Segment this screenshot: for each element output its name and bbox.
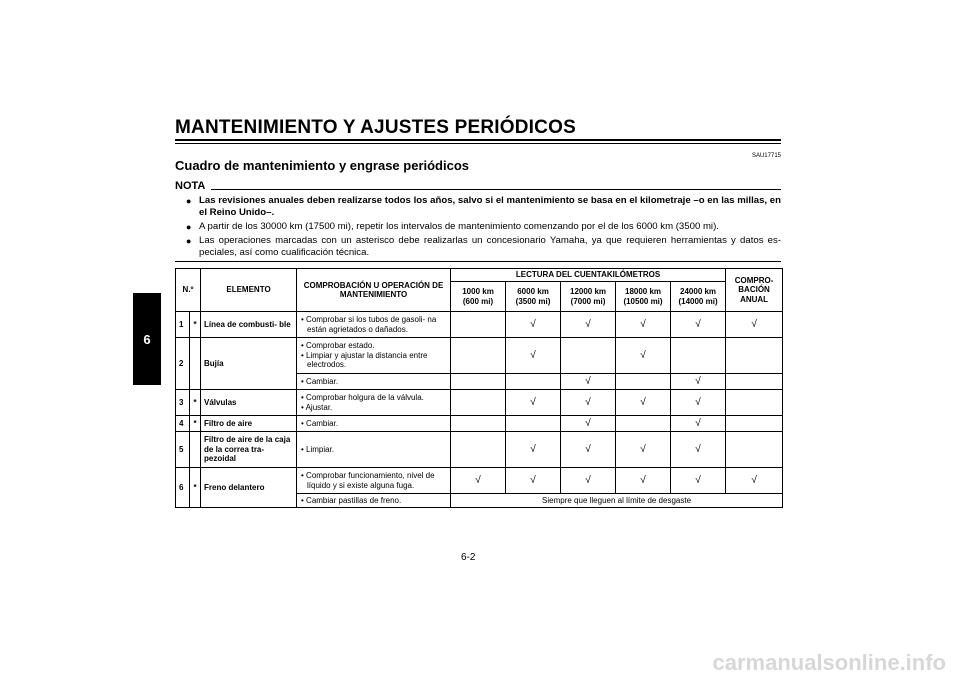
operation-line: • Cambiar. (301, 376, 339, 386)
note-text: A partir de los 30000 km (17500 mi), repetir los intervalos de mantenimiento comenzando por el de los 6000 km (3500 mi). (199, 221, 719, 232)
operation-line: • Comprobar holgura de la válvula. (301, 393, 424, 402)
row-number: 5 (176, 432, 190, 468)
maintenance-table (175, 268, 783, 508)
empty-cell (726, 416, 783, 432)
check-cell: √ (506, 338, 561, 374)
empty-cell (561, 338, 616, 374)
header-interval (671, 282, 726, 312)
nota-rule (205, 189, 781, 190)
title-rule (175, 139, 781, 141)
operation-line: • Comprobar funcionamiento, nivel de líquido y si existe alguna fuga. (301, 471, 435, 490)
row-item: Válvulas (201, 390, 297, 416)
empty-cell (506, 374, 561, 390)
row-item: Filtro de aire de la caja de la correa tra- pezoidal (201, 432, 297, 468)
row-operation (297, 416, 451, 432)
operation-line: • Cambiar pastillas de freno. (301, 495, 402, 505)
check-cell: √ (726, 312, 783, 338)
note-item (186, 221, 781, 233)
row-operation (297, 494, 451, 508)
title-rule-thin (175, 143, 781, 144)
table-row (176, 432, 783, 468)
table-row (176, 312, 783, 338)
empty-cell (671, 338, 726, 374)
bullet-icon: ● (186, 236, 192, 246)
table-row (176, 416, 783, 432)
watermark: carmanualsonline.info (712, 650, 946, 675)
interval-label: 1000 km (462, 287, 494, 296)
empty-cell (506, 416, 561, 432)
empty-cell (451, 390, 506, 416)
row-number: 1 (176, 312, 190, 338)
interval-label: 6000 km (517, 287, 549, 296)
row-asterisk: * (190, 416, 201, 432)
check-cell: √ (616, 390, 671, 416)
check-cell: √ (671, 432, 726, 468)
check-cell: √ (561, 416, 616, 432)
note-text: Las revisiones anuales deben realizarse todos los años, salvo si el mantenimiento se basa en el kilometraje –o en las millas, en el Reino Unido–. (199, 195, 781, 218)
page-title: MANTENIMIENTO Y AJUSTES PERIÓDICOS (175, 117, 576, 138)
interval-label: (600 mi) (462, 296, 494, 306)
note-text: Las operaciones marcadas con un asterisco debe realizarlas un concesionario Yamaha, ya que requieren herramientas y datos es- peciales, así como cualificación técnica. (199, 235, 781, 258)
header-interval (561, 282, 616, 312)
check-cell: √ (616, 432, 671, 468)
check-cell: √ (616, 312, 671, 338)
interval-label: (10500 mi) (623, 296, 663, 306)
row-asterisk: * (190, 312, 201, 338)
row-number: 4 (176, 416, 190, 432)
bullet-icon: ● (186, 196, 192, 206)
row-item: Filtro de aire (201, 416, 297, 432)
check-cell: √ (506, 468, 561, 494)
row-asterisk: * (190, 390, 201, 416)
section-title: Cuadro de mantenimiento y engrase periódicos (175, 158, 470, 173)
check-cell: √ (561, 432, 616, 468)
nota-end-rule (175, 261, 781, 262)
operation-line: • Ajustar. (301, 402, 333, 412)
bullet-icon: ● (186, 222, 192, 232)
row-number: 2 (176, 338, 190, 390)
page-number: 6-2 (461, 552, 476, 563)
row-operation (297, 468, 451, 494)
header-operation: COMPROBACIÓN U OPERACIÓN DE MANTENIMIENTO (297, 269, 451, 312)
row-item: Línea de combusti- ble (201, 312, 297, 338)
note-item (186, 235, 781, 259)
check-cell: √ (616, 338, 671, 374)
header-interval (506, 282, 561, 312)
row-item: Bujía (201, 338, 297, 390)
empty-cell (726, 390, 783, 416)
check-cell: √ (561, 312, 616, 338)
row-operation (297, 432, 451, 468)
row-asterisk (190, 432, 201, 468)
nota-label: NOTA (175, 180, 211, 192)
operation-line: • Comprobar estado. (301, 341, 375, 351)
check-cell: √ (561, 390, 616, 416)
nota-header (175, 180, 781, 194)
empty-cell (451, 416, 506, 432)
empty-cell (451, 374, 506, 390)
header-annual: COMPRO- BACIÓN ANUAL (726, 269, 783, 312)
empty-cell (726, 338, 783, 374)
header-item: ELEMENTO (201, 269, 297, 312)
span-note: Siempre que lleguen al límite de desgaste (451, 494, 783, 508)
interval-label: 24000 km (680, 287, 717, 296)
table-row (176, 468, 783, 494)
empty-cell (616, 416, 671, 432)
operation-line: • Limpiar y ajustar la distancia entre electrodos. (301, 350, 428, 370)
check-cell: √ (506, 312, 561, 338)
interval-label: 12000 km (570, 287, 607, 296)
check-cell: √ (616, 468, 671, 494)
operation-line: • Cambiar. (301, 418, 339, 428)
row-number: 3 (176, 390, 190, 416)
row-asterisk (190, 338, 201, 390)
table-row (176, 338, 783, 374)
interval-label: 18000 km (625, 287, 662, 296)
operation-line: • Comprobar si los tubos de gasoli- na están agrietados o dañados. (301, 315, 437, 334)
check-cell: √ (671, 374, 726, 390)
row-operation (297, 390, 451, 416)
interval-label: (3500 mi) (515, 296, 551, 306)
operation-line: • Limpiar. (301, 444, 335, 454)
empty-cell (726, 374, 783, 390)
check-cell: √ (561, 468, 616, 494)
row-operation (297, 312, 451, 338)
nota-list (186, 195, 781, 261)
check-cell: √ (726, 468, 783, 494)
empty-cell (451, 432, 506, 468)
row-item: Freno delantero (201, 468, 297, 508)
empty-cell (726, 432, 783, 468)
empty-cell (451, 338, 506, 374)
document-code: SAU17715 (751, 153, 781, 159)
interval-label: (7000 mi) (570, 296, 606, 306)
header-interval (451, 282, 506, 312)
row-operation (297, 338, 451, 374)
chapter-tab: 6 (133, 293, 161, 385)
check-cell: √ (671, 416, 726, 432)
check-cell: √ (671, 390, 726, 416)
check-cell: √ (506, 432, 561, 468)
empty-cell (616, 374, 671, 390)
check-cell: √ (506, 390, 561, 416)
header-odometer: LECTURA DEL CUENTAKILÓMETROS (451, 269, 726, 282)
row-operation (297, 374, 451, 390)
row-number: 6 (176, 468, 190, 508)
note-item (186, 195, 781, 219)
check-cell: √ (451, 468, 506, 494)
interval-label: (14000 mi) (678, 296, 718, 306)
check-cell: √ (671, 312, 726, 338)
empty-cell (451, 312, 506, 338)
header-interval (616, 282, 671, 312)
check-cell: √ (671, 468, 726, 494)
check-cell: √ (561, 374, 616, 390)
row-asterisk: * (190, 468, 201, 508)
header-num: N.º (176, 269, 201, 312)
table-row (176, 390, 783, 416)
